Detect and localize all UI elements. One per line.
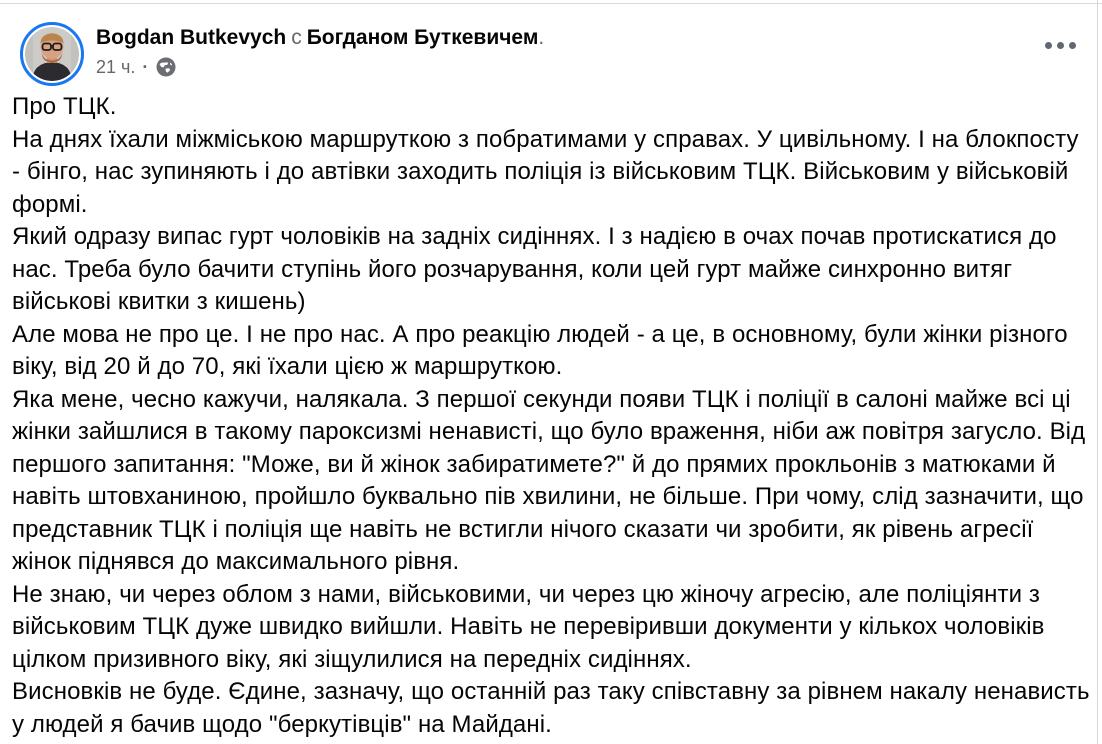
dot-icon — [1057, 42, 1064, 49]
more-options-button[interactable] — [1039, 36, 1082, 55]
post-paragraph: Висновків не буде. Єдине, зазначу, що останній раз таку співставну за рівнем накалу ненависть у людей я бачив щодо "беркутівців" на Майдані. — [12, 678, 1090, 738]
timestamp-link[interactable]: 21 ч. — [96, 56, 136, 77]
with-connector: с — [291, 26, 302, 49]
post-top-divider — [0, 3, 1102, 4]
post-paragraph: Про ТЦК. — [12, 93, 117, 120]
post-byline — [96, 24, 544, 51]
meta-separator-dot: · — [142, 56, 149, 77]
post-meta — [96, 56, 544, 78]
avatar[interactable] — [20, 22, 84, 86]
post-paragraph: Не знаю, чи через облом з нами, військовими, чи через цю жіночу агресію, але поліціянти з військовим ТЦК дуже швидко вийшли. Навіть не перевіривши документи у кількох чоловіків цілком призивного віку, які зіщулилися на передніх сидіннях. — [12, 580, 1045, 673]
window-right-edge — [1097, 0, 1098, 744]
post-header — [20, 22, 1082, 86]
byline-period: . — [538, 26, 545, 49]
post-byline-block — [96, 22, 544, 78]
post-paragraph: Яка мене, чесно кажучи, налякала. З першої секунди появи ТЦК і поліції в салоні майже всі ці жінки зайшлися в такому пароксизмі ненависті, що було враження, ніби аж повітря загусло. Від першого запитання: "Може, ви й жінок забиратимете?" й до прямих прокльонів з матюками й навіть штовханиною, пройшло буквально пів хвилини, не більше. При чому, слід зазначити, що представник ТЦК і поліція ще навіть не встигли нічого сказати чи зробити, як рівень агресії жінок піднявся до максимального рівня. — [12, 385, 1086, 575]
post-paragraph: Але мова не про це. І не про нас. А про реакцію людей - а це, в основному, були жінки різного віку, від 20 й до 70, які їхали цією ж маршруткою. — [12, 320, 1068, 380]
post-body — [12, 91, 1092, 741]
post-paragraph: Який одразу випас гурт чоловіків на задніх сидіннях. І з надією в очах почав протискатися до нас. Треба було бачити ступінь його розчарування, коли цей гурт майже синхронно витяг військові квитки з кишень) — [12, 223, 1057, 315]
tagged-name-link[interactable]: Богданом Буткевичем — [306, 26, 539, 49]
dot-icon — [1069, 42, 1076, 49]
post-paragraph: На днях їхали міжміською маршруткою з побратимами у справах. У цивільному. І на блокпосту - бінго, нас зупиняють і до автівки заходить поліція із військовим ТЦК. Військовим у військовій формі. — [12, 125, 1079, 218]
profile-photo-icon — [25, 27, 79, 81]
dot-icon — [1045, 42, 1052, 49]
author-name-link[interactable]: Bogdan Butkevych — [96, 26, 287, 49]
globe-icon — [155, 56, 177, 78]
